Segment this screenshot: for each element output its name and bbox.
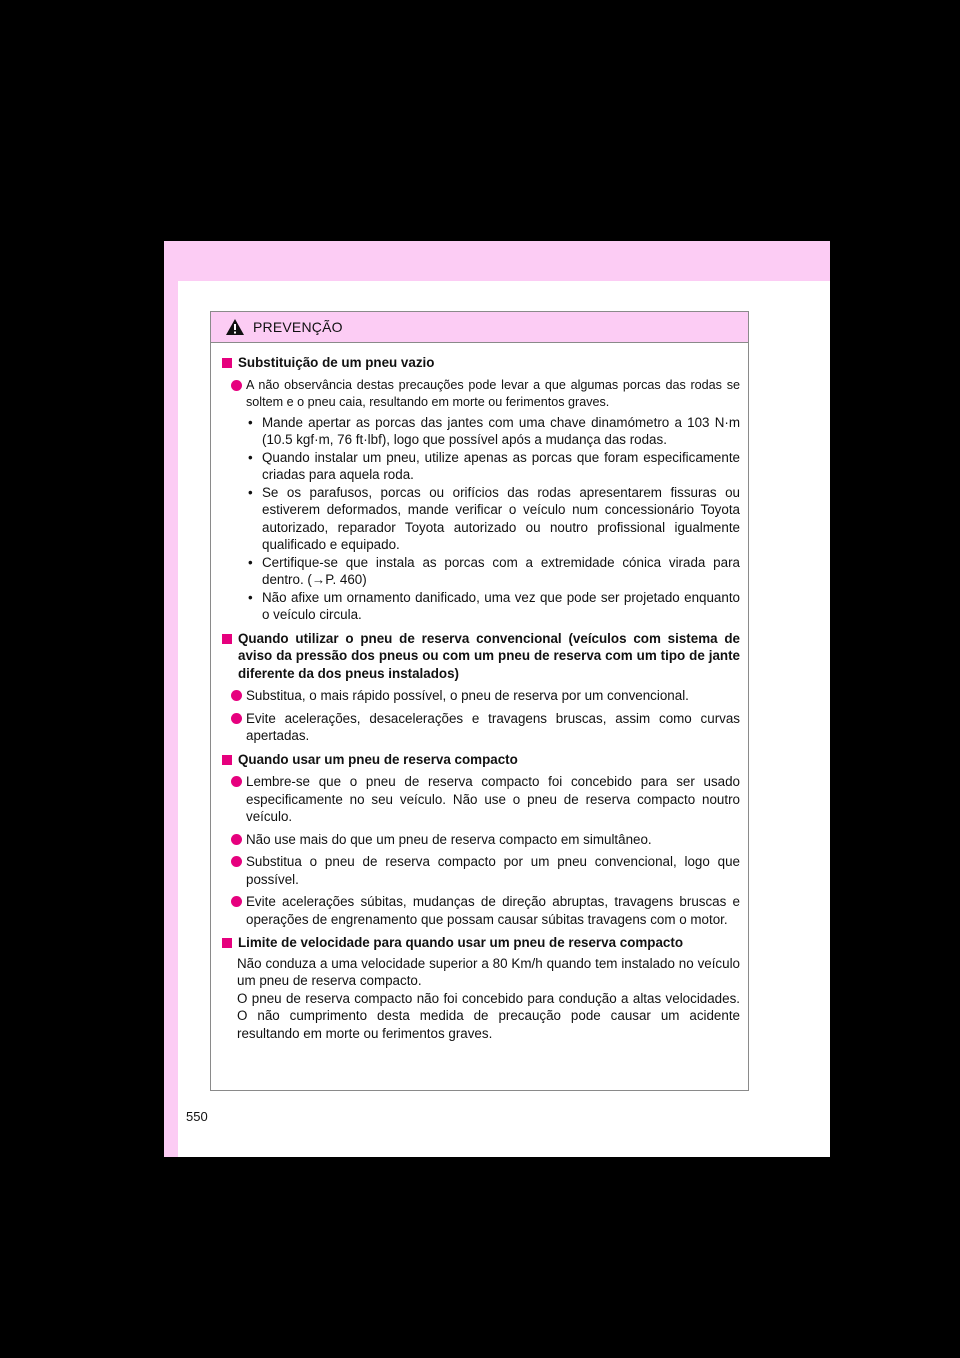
warning-title: PREVENÇÃO <box>253 319 343 335</box>
sub-list-item: • Quando instalar um pneu, utilize apenas as porcas que foram especificamente criadas para aquela roda. <box>248 449 740 482</box>
square-bullet-icon <box>222 634 232 644</box>
list-item: A não observância destas precauções pode levar a que algumas porcas das rodas se soltem e o pneu caia, resultando em morte ou ferimentos graves. <box>231 377 740 412</box>
square-bullet-icon <box>222 755 232 765</box>
warning-box <box>210 311 749 1091</box>
paragraph: Não conduza a uma velocidade superior a 80 Km/h quando tem instalado no veículo um pneu de reserva compacto. <box>237 955 740 988</box>
square-bullet-icon <box>222 358 232 368</box>
list-item: Evite acelerações súbitas, mudanças de direção abruptas, travagens bruscas e operações de engrenamento que possam causar súbitas travagens com o motor. <box>231 893 740 928</box>
section-title: Quando usar um pneu de reserva compacto <box>222 751 740 769</box>
square-bullet-icon <box>222 938 232 948</box>
sub-list-item: • Se os parafusos, porcas ou orifícios das rodas apresentarem fissuras ou estiverem deformados, mande verificar o veículo num concessionário Toyota autorizado, reparador Toyota autorizado ou noutro profissional igualmente qualificado e equipado. <box>248 484 740 552</box>
sub-list-item: • Mande apertar as porcas das jantes com uma chave dinamómetro a 103 N·m (10.5 kgf·m, 76 ft·lbf), logo que possível após a mudança das rodas. <box>248 414 740 447</box>
warning-triangle-icon <box>225 318 245 336</box>
section-title: Substituição de um pneu vazio <box>222 354 740 372</box>
manual-page <box>164 241 830 1157</box>
circle-bullet-icon <box>231 834 242 845</box>
circle-bullet-icon <box>231 776 242 787</box>
header-band <box>164 241 830 281</box>
sub-list <box>248 414 740 624</box>
circle-bullet-icon <box>231 713 242 724</box>
sub-list-item: • Certifique-se que instala as porcas com a extremidade cónica virada para dentro. (→P. 460) <box>248 554 740 587</box>
section-title: Quando utilizar o pneu de reserva convencional (veículos com sistema de aviso da pressão dos pneus ou com um pneu de reserva com um tipo de jante diferente da dos pneus instalados) <box>222 630 740 683</box>
warning-content <box>211 343 748 1042</box>
list-item: Não use mais do que um pneu de reserva compacto em simultâneo. <box>231 831 740 849</box>
circle-bullet-icon <box>231 690 242 701</box>
paragraph: O pneu de reserva compacto não foi concebido para condução a altas velocidades. O não cumprimento desta medida de precaução pode causar um acidente resultando em morte ou ferimentos graves. <box>237 990 740 1041</box>
circle-bullet-icon <box>231 896 242 907</box>
circle-bullet-icon <box>231 856 242 867</box>
warning-header <box>211 312 748 343</box>
side-stripe <box>164 281 178 1157</box>
page-number: 550 <box>186 1109 208 1124</box>
list-item: Evite acelerações, desacelerações e travagens bruscas, assim como curvas apertadas. <box>231 710 740 745</box>
sub-list-item: • Não afixe um ornamento danificado, uma vez que pode ser projetado enquanto o veículo circula. <box>248 589 740 622</box>
section-title: Limite de velocidade para quando usar um pneu de reserva compacto <box>222 934 740 952</box>
list-item: Substitua, o mais rápido possível, o pneu de reserva por um convencional. <box>231 687 740 705</box>
circle-bullet-icon <box>231 380 242 391</box>
list-item: Substitua o pneu de reserva compacto por um pneu convencional, logo que possível. <box>231 853 740 888</box>
list-item: Lembre-se que o pneu de reserva compacto foi concebido para ser usado especificamente no seu veículo. Não use o pneu de reserva compacto noutro veículo. <box>231 773 740 826</box>
